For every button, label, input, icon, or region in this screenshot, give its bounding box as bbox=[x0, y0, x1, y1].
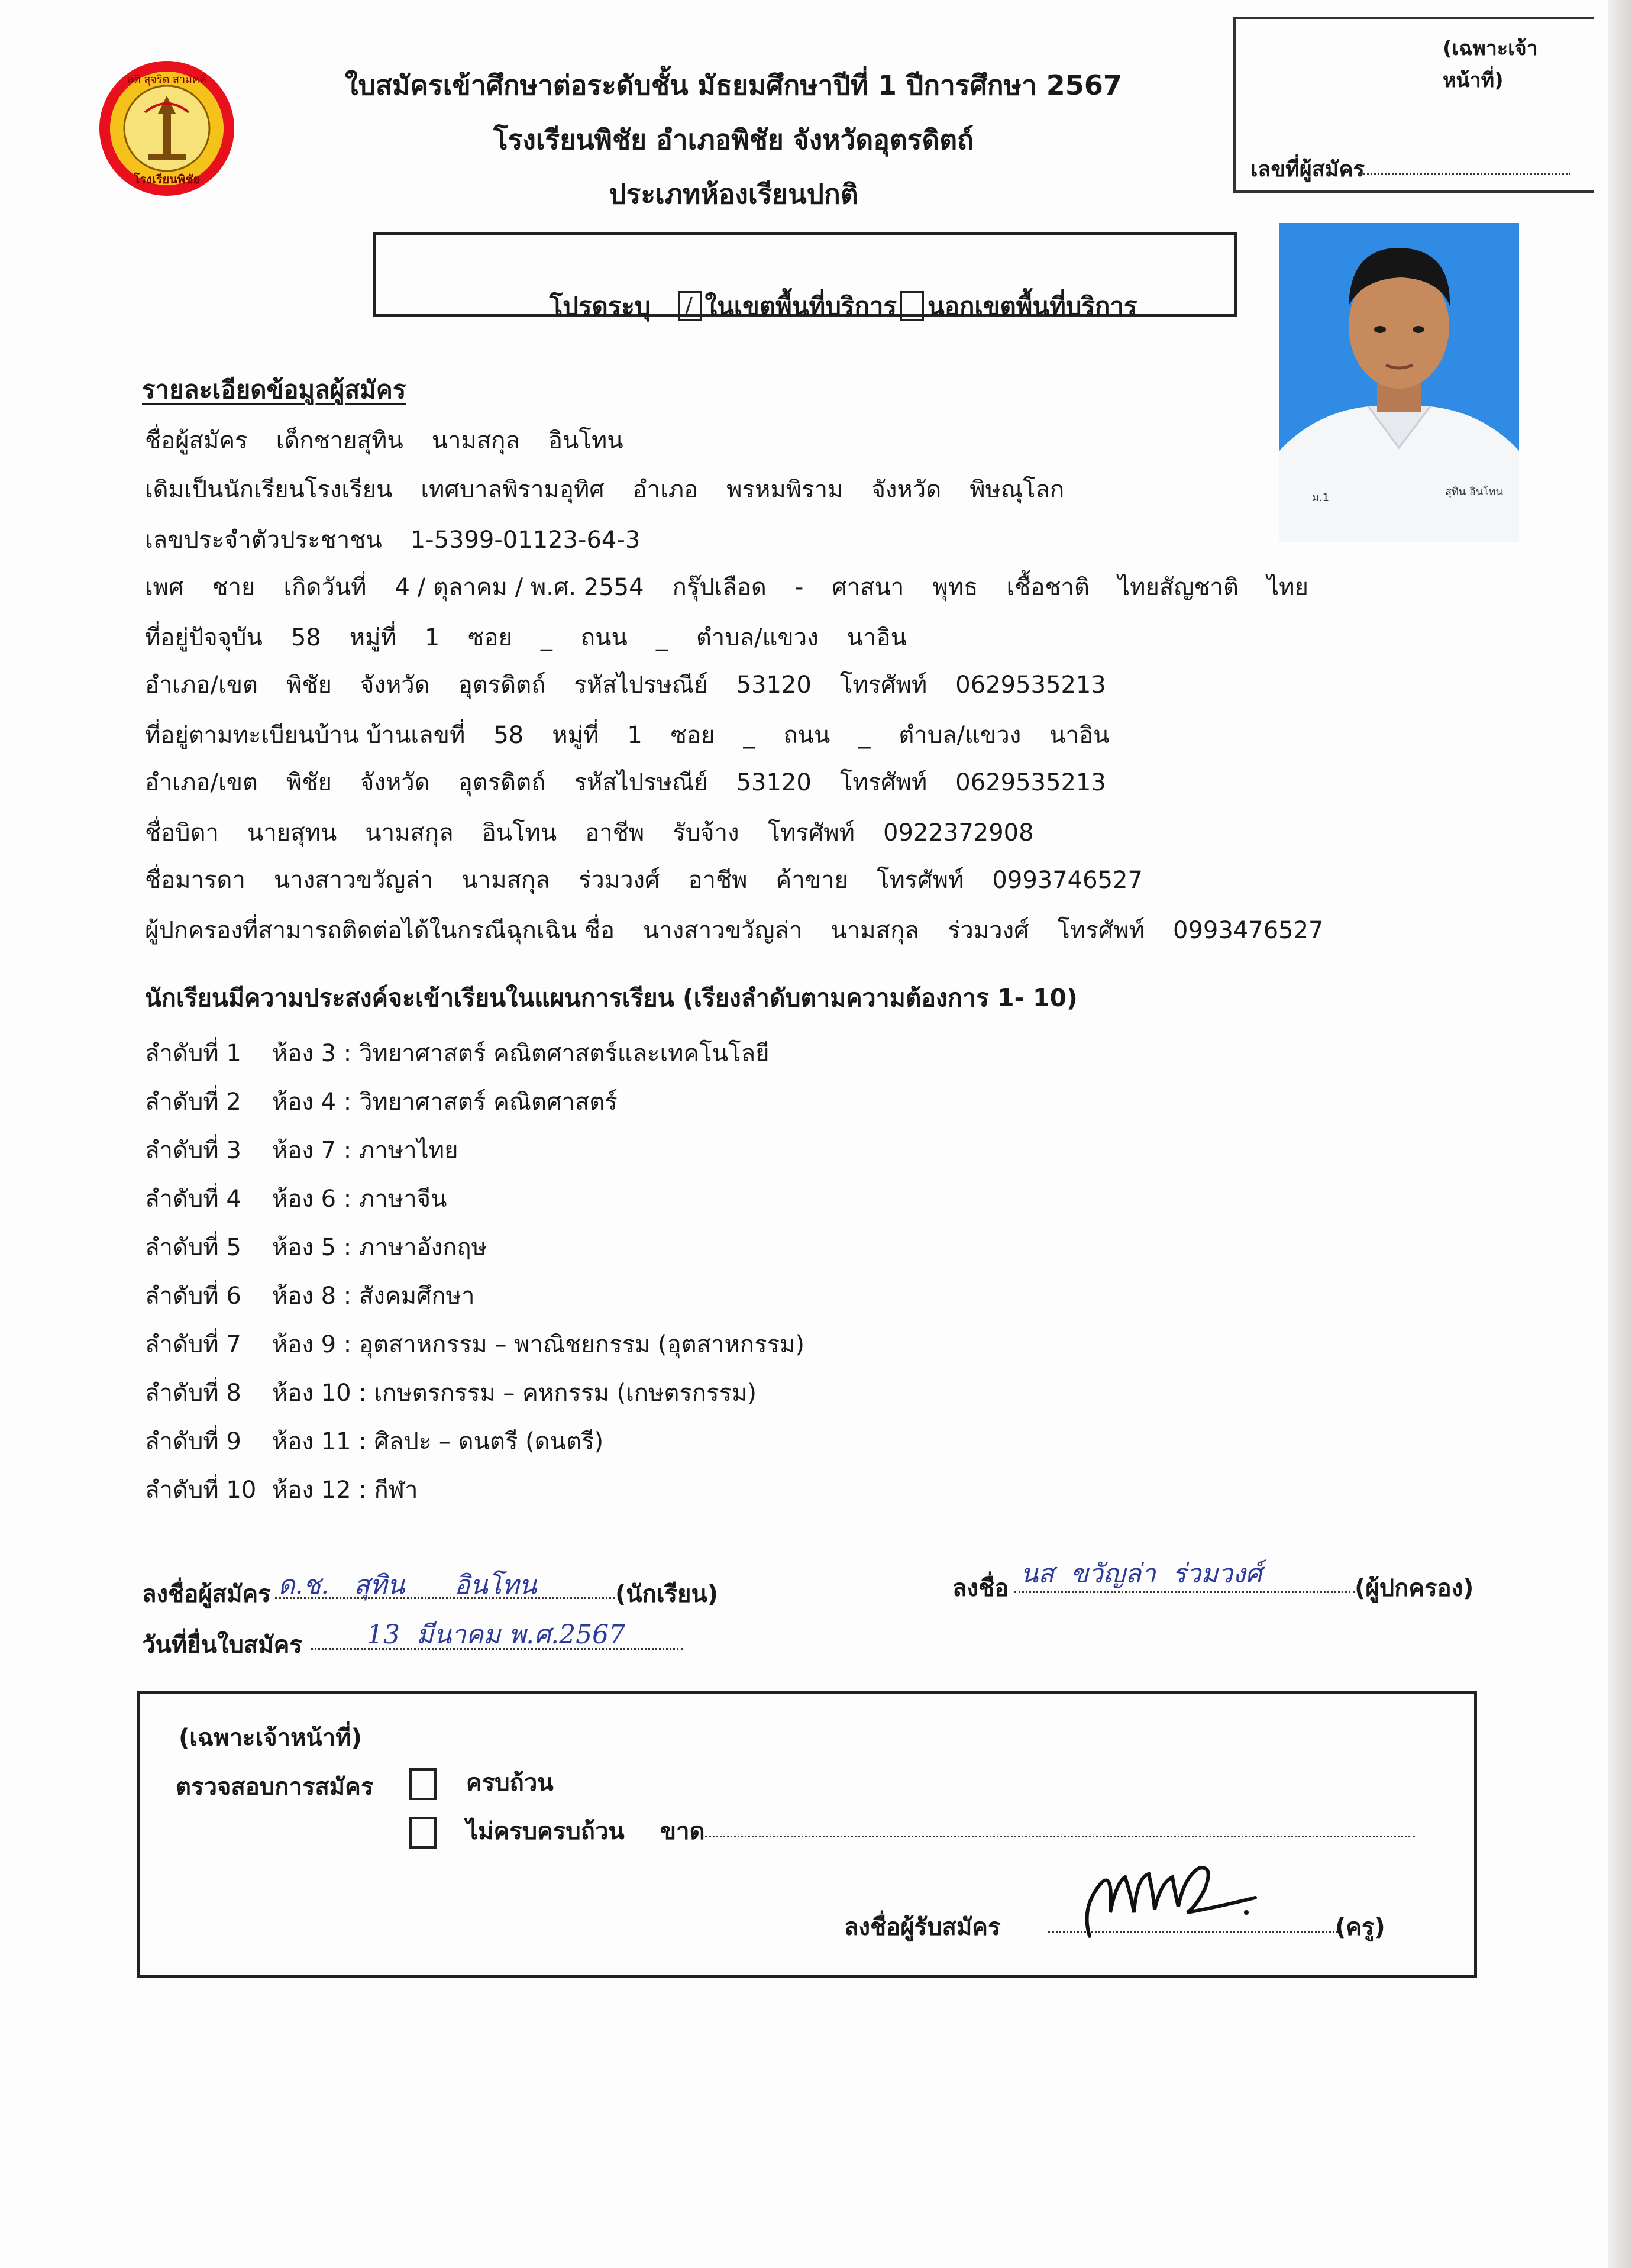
current-district: พิชัย bbox=[286, 671, 332, 699]
mother-phone-label: โทรศัพท์ bbox=[876, 867, 964, 894]
preference-rank: ลำดับที่ 9 bbox=[145, 1428, 241, 1455]
preference-rank: ลำดับที่ 3 bbox=[145, 1137, 241, 1164]
service-area-row bbox=[497, 258, 1137, 355]
preference-room: ห้อง 4 : วิทยาศาสตร์ คณิตศาสตร์ bbox=[272, 1088, 618, 1116]
religion-label: ศาสนา bbox=[832, 574, 904, 601]
preference-item bbox=[145, 1180, 447, 1217]
complete-row bbox=[409, 1763, 554, 1801]
previous-school: เทศบาลพิรามอุทิศ bbox=[421, 476, 605, 503]
registered-moo-label: หมู่ที่ bbox=[552, 722, 599, 749]
preference-rank: ลำดับที่ 5 bbox=[145, 1234, 241, 1261]
office-use-label: (เฉพาะเจ้าหน้าที่) bbox=[1443, 37, 1538, 92]
student-portrait bbox=[1279, 223, 1519, 542]
id-label: เลขประจำตัวประชาชน bbox=[145, 526, 382, 554]
applicant-number-label: เลขที่ผู้สมัคร bbox=[1250, 157, 1365, 182]
form-title-line2: โรงเรียนพิชัย อำเภอพิชัย จังหวัดอุตรดิตถ์ bbox=[493, 124, 974, 156]
photo-caption-name: สุทิน อินโทน bbox=[1445, 486, 1503, 498]
mother-label: ชื่อมารดา bbox=[145, 867, 245, 894]
father-surname: อินโทน bbox=[481, 819, 557, 847]
registered-subdistrict-label: ตำบล/แขวง bbox=[899, 722, 1022, 749]
preference-item bbox=[145, 1228, 487, 1266]
mother-surname-label: นามสกุล bbox=[461, 867, 550, 894]
registered-road-label: ถนน bbox=[783, 722, 830, 749]
previous-province: พิษณุโลก bbox=[969, 476, 1065, 503]
current-moo-label: หมู่ที่ bbox=[349, 624, 396, 651]
dob-label: เกิดวันที่ bbox=[283, 574, 367, 601]
father-label: ชื่อบิดา bbox=[145, 819, 219, 847]
current-address-label: ที่อยู่ปัจจุบัน bbox=[145, 624, 263, 651]
current-soi: _ bbox=[540, 624, 552, 651]
father-surname-label: นามสกุล bbox=[365, 819, 454, 847]
father-job-label: อาชีพ bbox=[585, 819, 645, 847]
preference-item bbox=[145, 1325, 804, 1363]
form-title-line3: ประเภทห้องเรียนปกติ bbox=[609, 178, 858, 210]
logo-school-name: โรงเรียนพิชัย bbox=[133, 172, 201, 186]
surname-label: นามสกุล bbox=[431, 427, 521, 454]
preference-room: ห้อง 6 : ภาษาจีน bbox=[272, 1185, 447, 1213]
photo-caption-class: ม.1 bbox=[1312, 492, 1330, 504]
out-area-checkbox[interactable] bbox=[900, 291, 924, 321]
section-title-applicant: รายละเอียดข้อมูลผู้สมัคร bbox=[142, 375, 406, 404]
father-job: รับจ้าง bbox=[673, 819, 739, 847]
preference-room: ห้อง 9 : อุตสาหกรรม – พาณิชยกรรม (อุตสาหกรรม) bbox=[272, 1331, 805, 1358]
guardian-phone-label: โทรศัพท์ bbox=[1057, 917, 1145, 944]
preference-item bbox=[145, 1131, 458, 1169]
sex-label: เพศ bbox=[145, 574, 184, 601]
guardian-surname-label: นามสกุล bbox=[830, 917, 919, 944]
registered-house-no: 58 bbox=[493, 722, 524, 749]
applicant-name: เด็กชายสุทิน bbox=[276, 427, 403, 454]
current-phone-label: โทรศัพท์ bbox=[839, 671, 928, 699]
sex: ชาย bbox=[212, 574, 256, 601]
religion: พุทธ bbox=[932, 574, 978, 601]
incomplete-row bbox=[409, 1812, 705, 1850]
preferences-title: นักเรียนมีความประสงค์จะเข้าเรียนในแผนการเรียน (เรียงลำดับตามความต้องการ 1- 10) bbox=[145, 984, 1078, 1012]
registered-phone: 0629535213 bbox=[955, 769, 1106, 796]
registered-zip: 53120 bbox=[736, 769, 812, 796]
service-area-label: โปรดระบุ bbox=[549, 292, 651, 321]
receiver-signature-label: ลงชื่อผู้รับสมัคร bbox=[844, 1914, 1001, 1941]
preference-rank: ลำดับที่ 1 bbox=[145, 1040, 241, 1067]
preference-rank: ลำดับที่ 10 bbox=[145, 1477, 257, 1504]
registered-soi: _ bbox=[743, 722, 755, 749]
logo-motto: สติ สุจริต สามัคคี bbox=[127, 73, 207, 86]
check-application-label: ตรวจสอบการสมัคร bbox=[176, 1773, 374, 1801]
submit-date-label: วันที่ยื่นใบสมัคร bbox=[142, 1631, 302, 1659]
current-soi-label: ซอย bbox=[468, 624, 512, 651]
mother-surname: ร่วมวงศ์ bbox=[578, 867, 660, 894]
current-zip: 53120 bbox=[736, 671, 812, 699]
previous-district: พรหมพิราม bbox=[726, 476, 844, 503]
name-label: ชื่อผู้สมัคร bbox=[145, 427, 248, 454]
row-father bbox=[145, 813, 1034, 851]
current-zip-label: รหัสไปรษณีย์ bbox=[574, 671, 708, 699]
guardian-label: ผู้ปกครองที่สามารถติดต่อได้ในกรณีฉุกเฉิน ชื่อ bbox=[145, 917, 615, 944]
preference-item bbox=[145, 1034, 770, 1072]
in-area-option: ในเขตพื้นที่บริการ bbox=[704, 292, 897, 321]
registered-province: อุตรดิตถ์ bbox=[458, 769, 546, 796]
preference-rank: ลำดับที่ 6 bbox=[145, 1282, 241, 1310]
complete-label: ครบถ้วน bbox=[466, 1769, 554, 1797]
school-logo bbox=[98, 59, 237, 198]
preference-item bbox=[145, 1083, 618, 1120]
registered-district-label: อำเภอ/เขต bbox=[145, 769, 258, 796]
applicant-photo bbox=[1279, 223, 1519, 542]
previous-province-label: จังหวัด bbox=[871, 476, 942, 503]
preference-item bbox=[145, 1374, 757, 1411]
incomplete-checkbox[interactable] bbox=[409, 1817, 437, 1849]
race-label: เชื้อชาติ bbox=[1006, 574, 1090, 601]
row-registered-address-2 bbox=[145, 763, 1106, 801]
current-district-label: อำเภอ/เขต bbox=[145, 671, 258, 699]
incomplete-label: ไม่ครบครบถ้วน bbox=[466, 1818, 625, 1845]
applicant-signature-suffix: (นักเรียน) bbox=[615, 1581, 719, 1608]
preference-item bbox=[145, 1277, 475, 1314]
guardian-phone: 0993476527 bbox=[1173, 917, 1324, 944]
mother-name: นางสาวขวัญล่า bbox=[273, 867, 434, 894]
father-phone-label: โทรศัพท์ bbox=[767, 819, 855, 847]
guardian-handwritten-name: นส ขวัญล่า ร่วมวงศ์ bbox=[1020, 1559, 1262, 1589]
mother-job: ค้าขาย bbox=[775, 867, 848, 894]
preference-rank: ลำดับที่ 4 bbox=[145, 1185, 241, 1213]
registered-address-label: ที่อยู่ตามทะเบียนบ้าน บ้านเลขที่ bbox=[145, 722, 466, 749]
applicant-number-field bbox=[1360, 173, 1570, 175]
previous-school-label: เดิมเป็นนักเรียนโรงเรียน bbox=[145, 476, 393, 503]
missing-items-line bbox=[705, 1836, 1415, 1837]
registered-district: พิชัย bbox=[286, 769, 332, 796]
row-previous-school bbox=[145, 470, 1064, 508]
nationality: ไทย bbox=[1266, 574, 1308, 601]
mother-job-label: อาชีพ bbox=[688, 867, 748, 894]
father-name: นายสุทน bbox=[247, 819, 337, 847]
complete-checkbox[interactable] bbox=[409, 1768, 437, 1800]
in-area-checkbox[interactable] bbox=[678, 291, 702, 321]
current-road-label: ถนน bbox=[580, 624, 628, 651]
current-subdistrict: นาอิน bbox=[846, 624, 907, 651]
applicant-handwritten-name: ด.ช. สุทิน อินโทน bbox=[278, 1570, 537, 1600]
row-name bbox=[145, 421, 623, 459]
current-phone: 0629535213 bbox=[955, 671, 1106, 699]
id-number: 1-5399-01123-64-3 bbox=[410, 526, 641, 554]
row-personal bbox=[145, 568, 1308, 606]
race: ไทย bbox=[1117, 574, 1159, 601]
preference-rank: ลำดับที่ 2 bbox=[145, 1088, 241, 1116]
paper-edge-shadow bbox=[1608, 0, 1632, 2268]
receiver-signature-scribble bbox=[1078, 1841, 1273, 1945]
preference-room: ห้อง 3 : วิทยาศาสตร์ คณิตศาสตร์และเทคโนโลยี bbox=[272, 1040, 770, 1067]
previous-district-label: อำเภอ bbox=[632, 476, 699, 503]
preference-room: ห้อง 11 : ศิลปะ – ดนตรี (ดนตรี) bbox=[272, 1428, 604, 1455]
guardian-signature-suffix: (ผู้ปกครอง) bbox=[1355, 1575, 1474, 1602]
submit-date-handwritten: 13 มีนาคม พ.ศ.2567 bbox=[367, 1620, 626, 1650]
preference-item bbox=[145, 1422, 603, 1460]
registered-soi-label: ซอย bbox=[670, 722, 715, 749]
registered-zip-label: รหัสไปรษณีย์ bbox=[574, 769, 708, 796]
service-area-box bbox=[373, 232, 1237, 321]
preference-room: ห้อง 7 : ภาษาไทย bbox=[272, 1137, 458, 1164]
blood-group: - bbox=[794, 574, 804, 601]
row-mother bbox=[145, 861, 1143, 899]
preference-room: ห้อง 10 : เกษตรกรรม – คหกรรม (เกษตรกรรม) bbox=[272, 1379, 757, 1407]
guardian-name: นางสาวขวัญล่า bbox=[642, 917, 803, 944]
preference-room: ห้อง 12 : กีฬา bbox=[272, 1477, 418, 1504]
father-phone: 0922372908 bbox=[883, 819, 1034, 847]
registered-phone-label: โทรศัพท์ bbox=[839, 769, 928, 796]
missing-label: ขาด bbox=[660, 1818, 705, 1845]
date-of-birth: 4 / ตุลาคม / พ.ศ. 2554 bbox=[395, 574, 644, 601]
receiver-signature-suffix: (ครู) bbox=[1335, 1914, 1385, 1941]
current-road: _ bbox=[655, 624, 668, 651]
current-province-label: จังหวัด bbox=[360, 671, 430, 699]
row-registered-address-1 bbox=[145, 716, 1109, 754]
row-id-number bbox=[145, 521, 640, 558]
guardian-signature-label: ลงชื่อ bbox=[952, 1575, 1009, 1602]
current-moo: 1 bbox=[424, 624, 440, 651]
out-area-option: นอกเขตพื้นที่บริการ bbox=[928, 292, 1137, 321]
applicant-surname: อินโทน bbox=[548, 427, 623, 454]
preference-room: ห้อง 5 : ภาษาอังกฤษ bbox=[272, 1234, 487, 1261]
applicant-signature-label: ลงชื่อผู้สมัคร bbox=[142, 1581, 271, 1608]
registered-province-label: จังหวัด bbox=[360, 769, 430, 796]
row-guardian bbox=[145, 911, 1324, 949]
registered-subdistrict: นาอิน bbox=[1049, 722, 1110, 749]
registered-road: _ bbox=[858, 722, 871, 749]
preference-item bbox=[145, 1471, 418, 1508]
guardian-surname: ร่วมวงศ์ bbox=[947, 917, 1029, 944]
current-subdistrict-label: ตำบล/แขวง bbox=[696, 624, 819, 651]
blood-label: กรุ๊ปเลือด bbox=[672, 574, 767, 601]
preference-rank: ลำดับที่ 7 bbox=[145, 1331, 241, 1358]
preference-rank: ลำดับที่ 8 bbox=[145, 1379, 241, 1407]
office-use-box-bottom bbox=[137, 1691, 1477, 1978]
registered-moo: 1 bbox=[627, 722, 642, 749]
form-title-line1: ใบสมัครเข้าศึกษาต่อระดับชั้น มัธยมศึกษาปีที่ 1 ปีการศึกษา 2567 bbox=[345, 69, 1122, 101]
mother-phone: 0993746527 bbox=[992, 867, 1143, 894]
row-current-address-2 bbox=[145, 665, 1106, 703]
current-house-no: 58 bbox=[290, 624, 321, 651]
office-use-label-bottom: (เฉพาะเจ้าหน้าที่) bbox=[179, 1724, 362, 1752]
preference-room: ห้อง 8 : สังคมศึกษา bbox=[272, 1282, 475, 1310]
current-province: อุตรดิตถ์ bbox=[458, 671, 546, 699]
office-use-box-top bbox=[1233, 17, 1594, 193]
nationality-label: สัญชาติ bbox=[1159, 574, 1239, 601]
row-current-address-1 bbox=[145, 618, 907, 656]
